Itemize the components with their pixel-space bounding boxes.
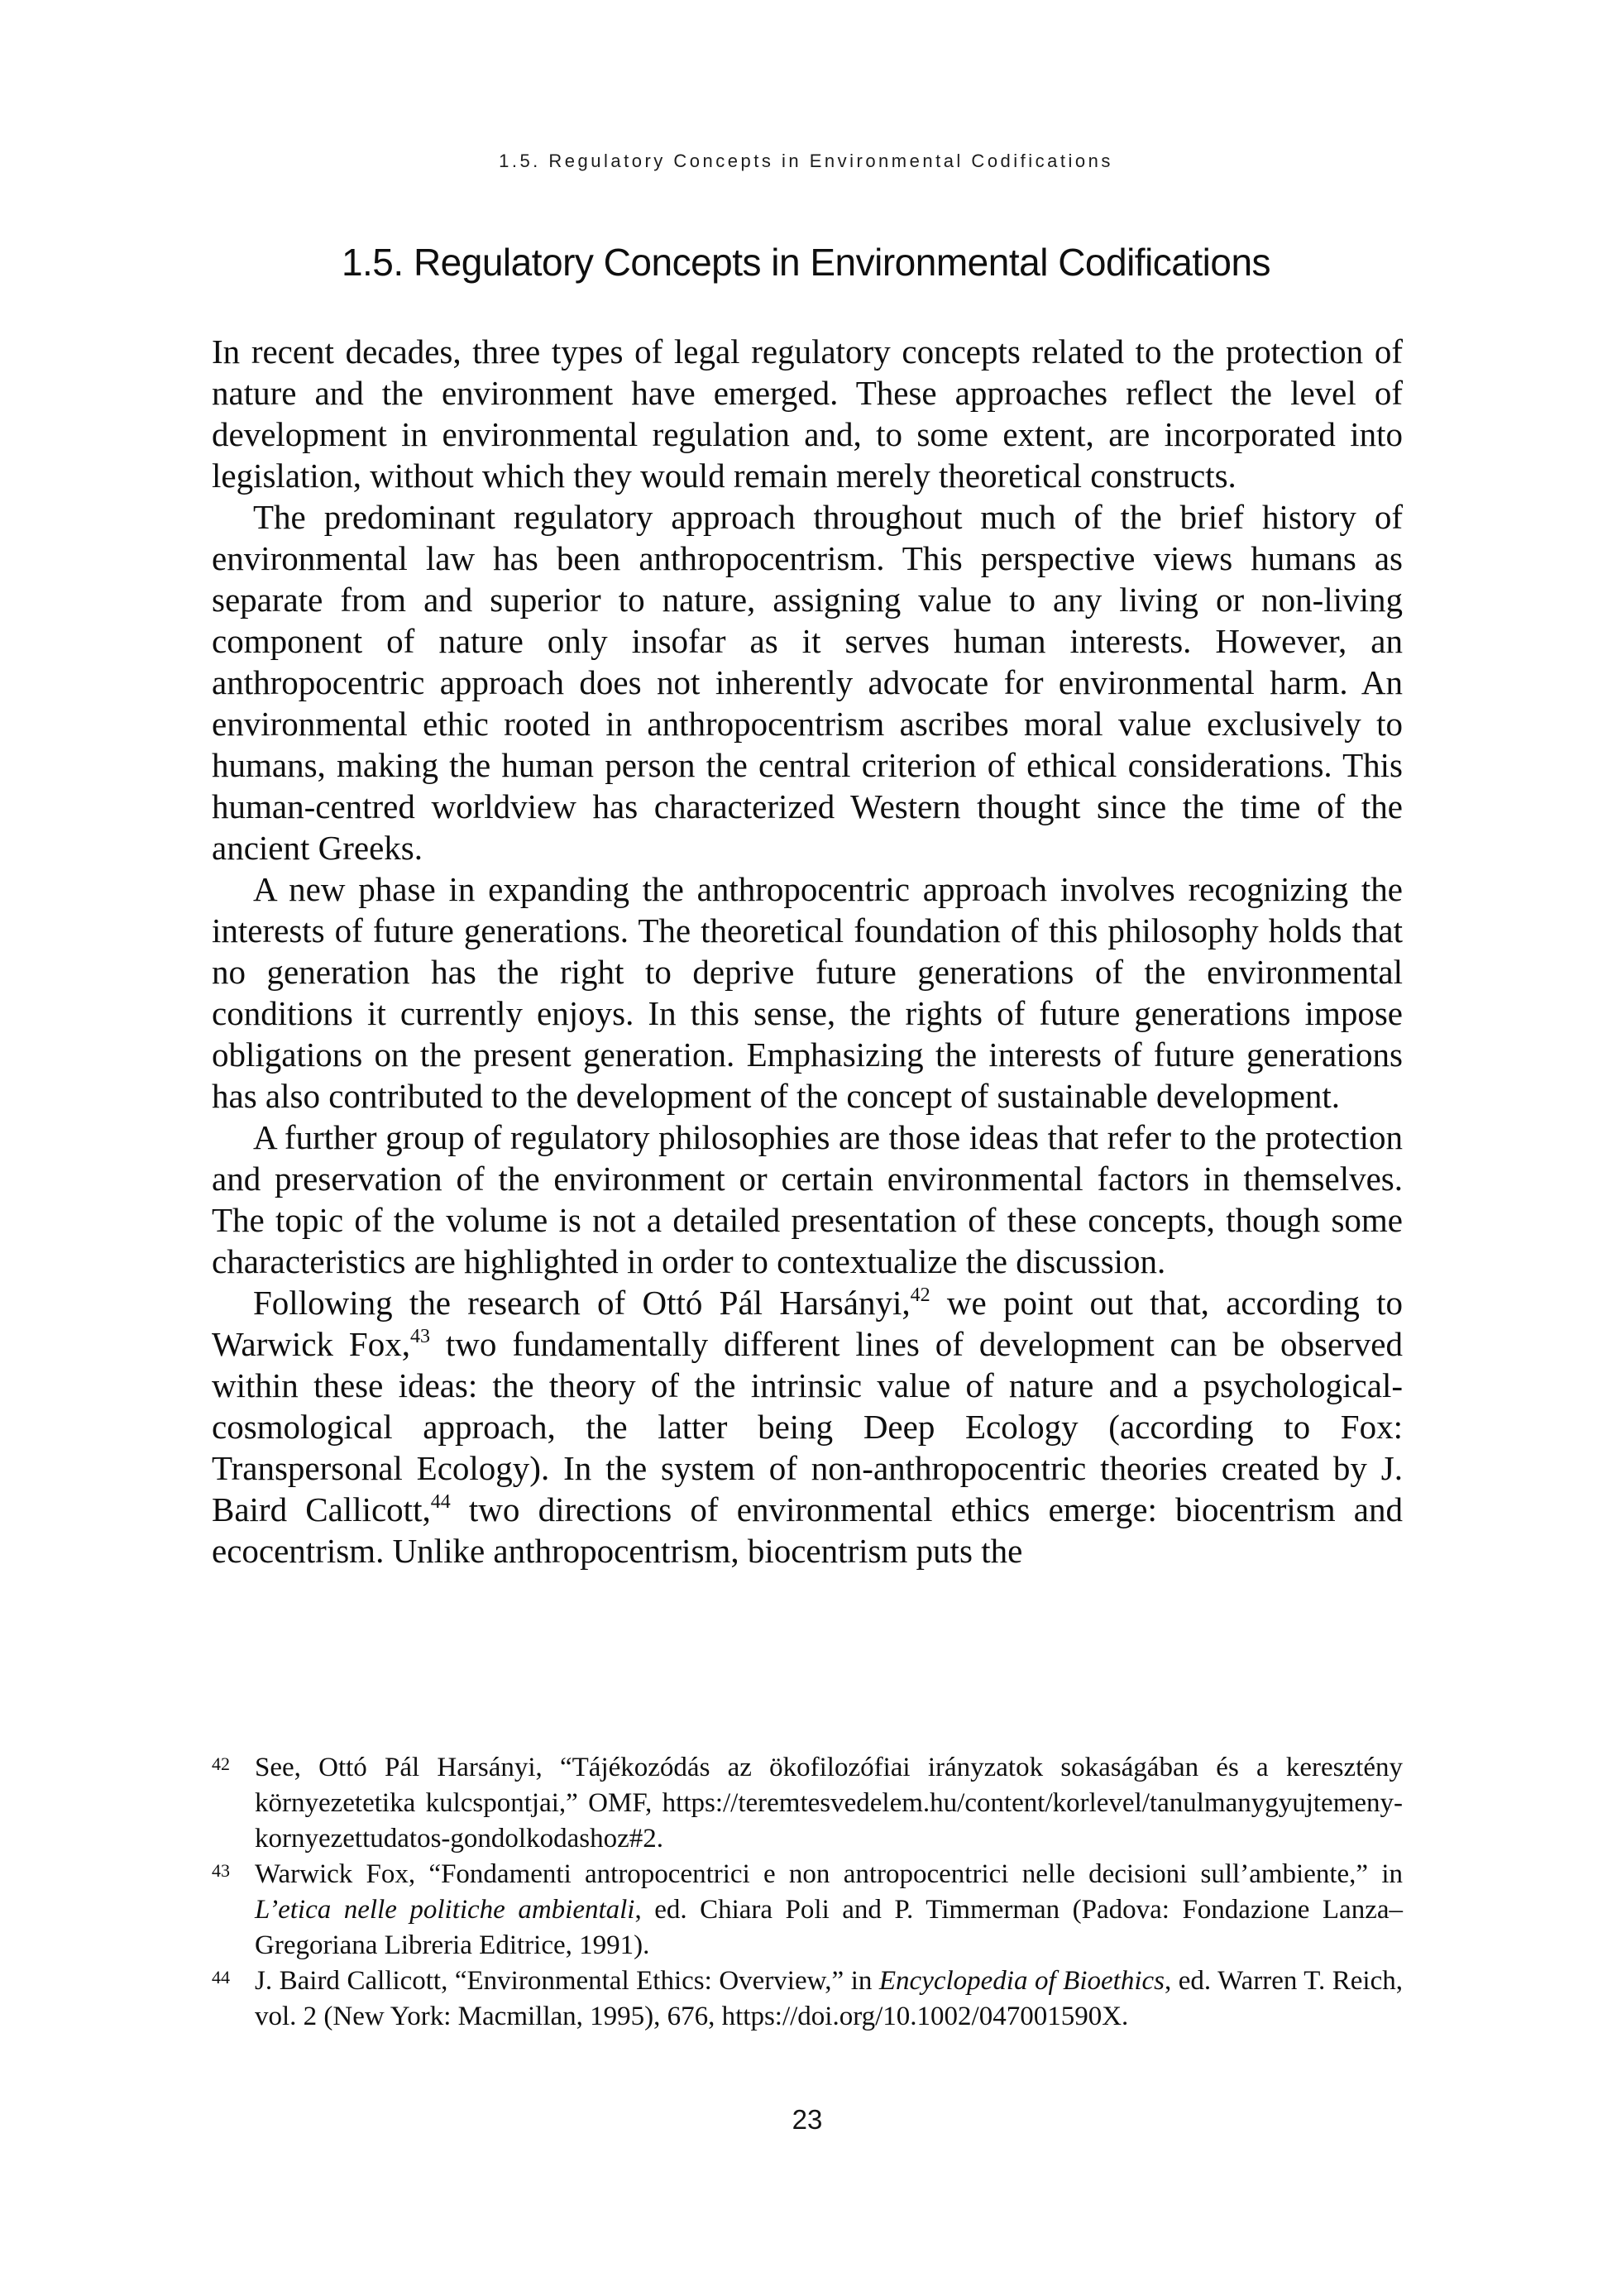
running-head: 1.5. Regulatory Concepts in Environmental Codifications xyxy=(499,151,1113,171)
text-run: J. Baird Callicott, “Environmental Ethics: Overview,” in xyxy=(255,1966,879,1996)
text-run: two directions of environmental ethics emerge: biocentrism and ecocentrism. Unlike anthropocentrism, biocentrism puts the xyxy=(212,1490,1403,1570)
text-run: , ed. Warren T. Reich, vol. 2 (New York: Macmillan, 1995), 676, https://doi.org/10.1002/047001590X. xyxy=(255,1966,1403,2031)
footnote-43 xyxy=(212,1857,1403,1964)
footnotes-block xyxy=(212,1750,1403,2035)
text-run: we point out that, according to Warwick Fox, xyxy=(212,1284,1403,1363)
footnote-text xyxy=(255,1753,1403,1854)
text-run: A further group of regulatory philosophies are those ideas that refer to the protection and preservation of the environment or certain environmental factors in themselves. The topic of the volume is not a detailed presentation of these concepts, though some characteristics are highlighted in order to contextualize the discussion. xyxy=(212,1118,1403,1280)
text-run: two fundamentally different lines of development can be observed within these ideas: the theory of the intrinsic value of nature and a psychological-cosmological approach, the latter being Deep Ecology (according to Fox: Transpersonal Ecology). In the system of non-anthropocentric theories created by J. Baird Callicott, xyxy=(212,1325,1403,1528)
text-run: In recent decades, three types of legal regulatory concepts related to the protection of nature and the environment have emerged. These approaches reflect the level of development in environmental regulation and, to some extent, are incorporated into legislation, without which they would remain merely theoretical constructs. xyxy=(212,332,1403,495)
footnote-number: 44 xyxy=(212,1967,230,1987)
text-run: Warwick Fox, “Fondamenti antropocentrici e non antropocentrici nelle decisioni sull’ambiente,” in xyxy=(255,1859,1403,1889)
footnote-text xyxy=(255,1966,1403,2031)
text-run: Following the research of Ottó Pál Harsányi, xyxy=(253,1284,911,1322)
footnote-42 xyxy=(212,1750,1403,1857)
paragraph-further-group xyxy=(212,1117,1403,1282)
section-title: 1.5. Regulatory Concepts in Environmental Codifications xyxy=(341,241,1271,284)
paragraph-anthropocentrism xyxy=(212,496,1403,868)
footnote-reference: 42 xyxy=(910,1284,930,1306)
text-run: , ed. Chiara Poli and P. Timmerman (Padova: Fondazione Lanza–Gregoriana Libreria Editrice, 1991). xyxy=(255,1895,1403,1960)
footnote-number: 42 xyxy=(212,1753,230,1774)
footnote-number: 43 xyxy=(212,1860,230,1881)
paragraph-intro xyxy=(212,331,1403,496)
page-number: 23 xyxy=(792,2104,823,2135)
footnote-44 xyxy=(212,1964,1403,2035)
text-run: A new phase in expanding the anthropocentric approach involves recognizing the interests of future generations. The theoretical foundation of this philosophy holds that no generation has the right to deprive future generations of the environmental conditions it currently enjoys. In this sense, the rights of future generations impose obligations on the present generation. Emphasizing the interests of future generations has also contributed to the development of the concept of sustainable development. xyxy=(212,870,1403,1115)
footnote-reference: 44 xyxy=(430,1491,451,1513)
paragraph-future-generations xyxy=(212,868,1403,1117)
text-run: The predominant regulatory approach throughout much of the brief history of environmental law has been anthropocentrism. This perspective views humans as separate from and superior to nature, assigning value to any living or non-living component of nature only insofar as it serves human interests. However, an anthropocentric approach does not inherently advocate for environmental harm. An environmental ethic rooted in anthropocentrism ascribes moral value exclusively to humans, making the human person the central criterion of ethical considerations. This human-centred worldview has characterized Western thought since the time of the ancient Greeks. xyxy=(212,498,1403,867)
text-run: Encyclopedia of Bioethics xyxy=(878,1966,1165,1996)
paragraph-non-anthropocentric-theories xyxy=(212,1282,1403,1571)
footnote-reference: 43 xyxy=(409,1326,430,1347)
text-run: L’etica nelle politiche ambientali xyxy=(255,1895,635,1925)
body-text xyxy=(212,331,1403,1571)
footnote-text xyxy=(255,1859,1403,1960)
text-run: See, Ottó Pál Harsányi, “Tájékozódás az ökofilozófiai irányzatok sokaságában és a keresztény környezetetika kulcspontjai,” OMF, https://teremtesvedelem.hu/content/korlevel/tanulmanygyujtemeny-kornyezettudatos-gondolkodashoz#2. xyxy=(255,1753,1403,1854)
